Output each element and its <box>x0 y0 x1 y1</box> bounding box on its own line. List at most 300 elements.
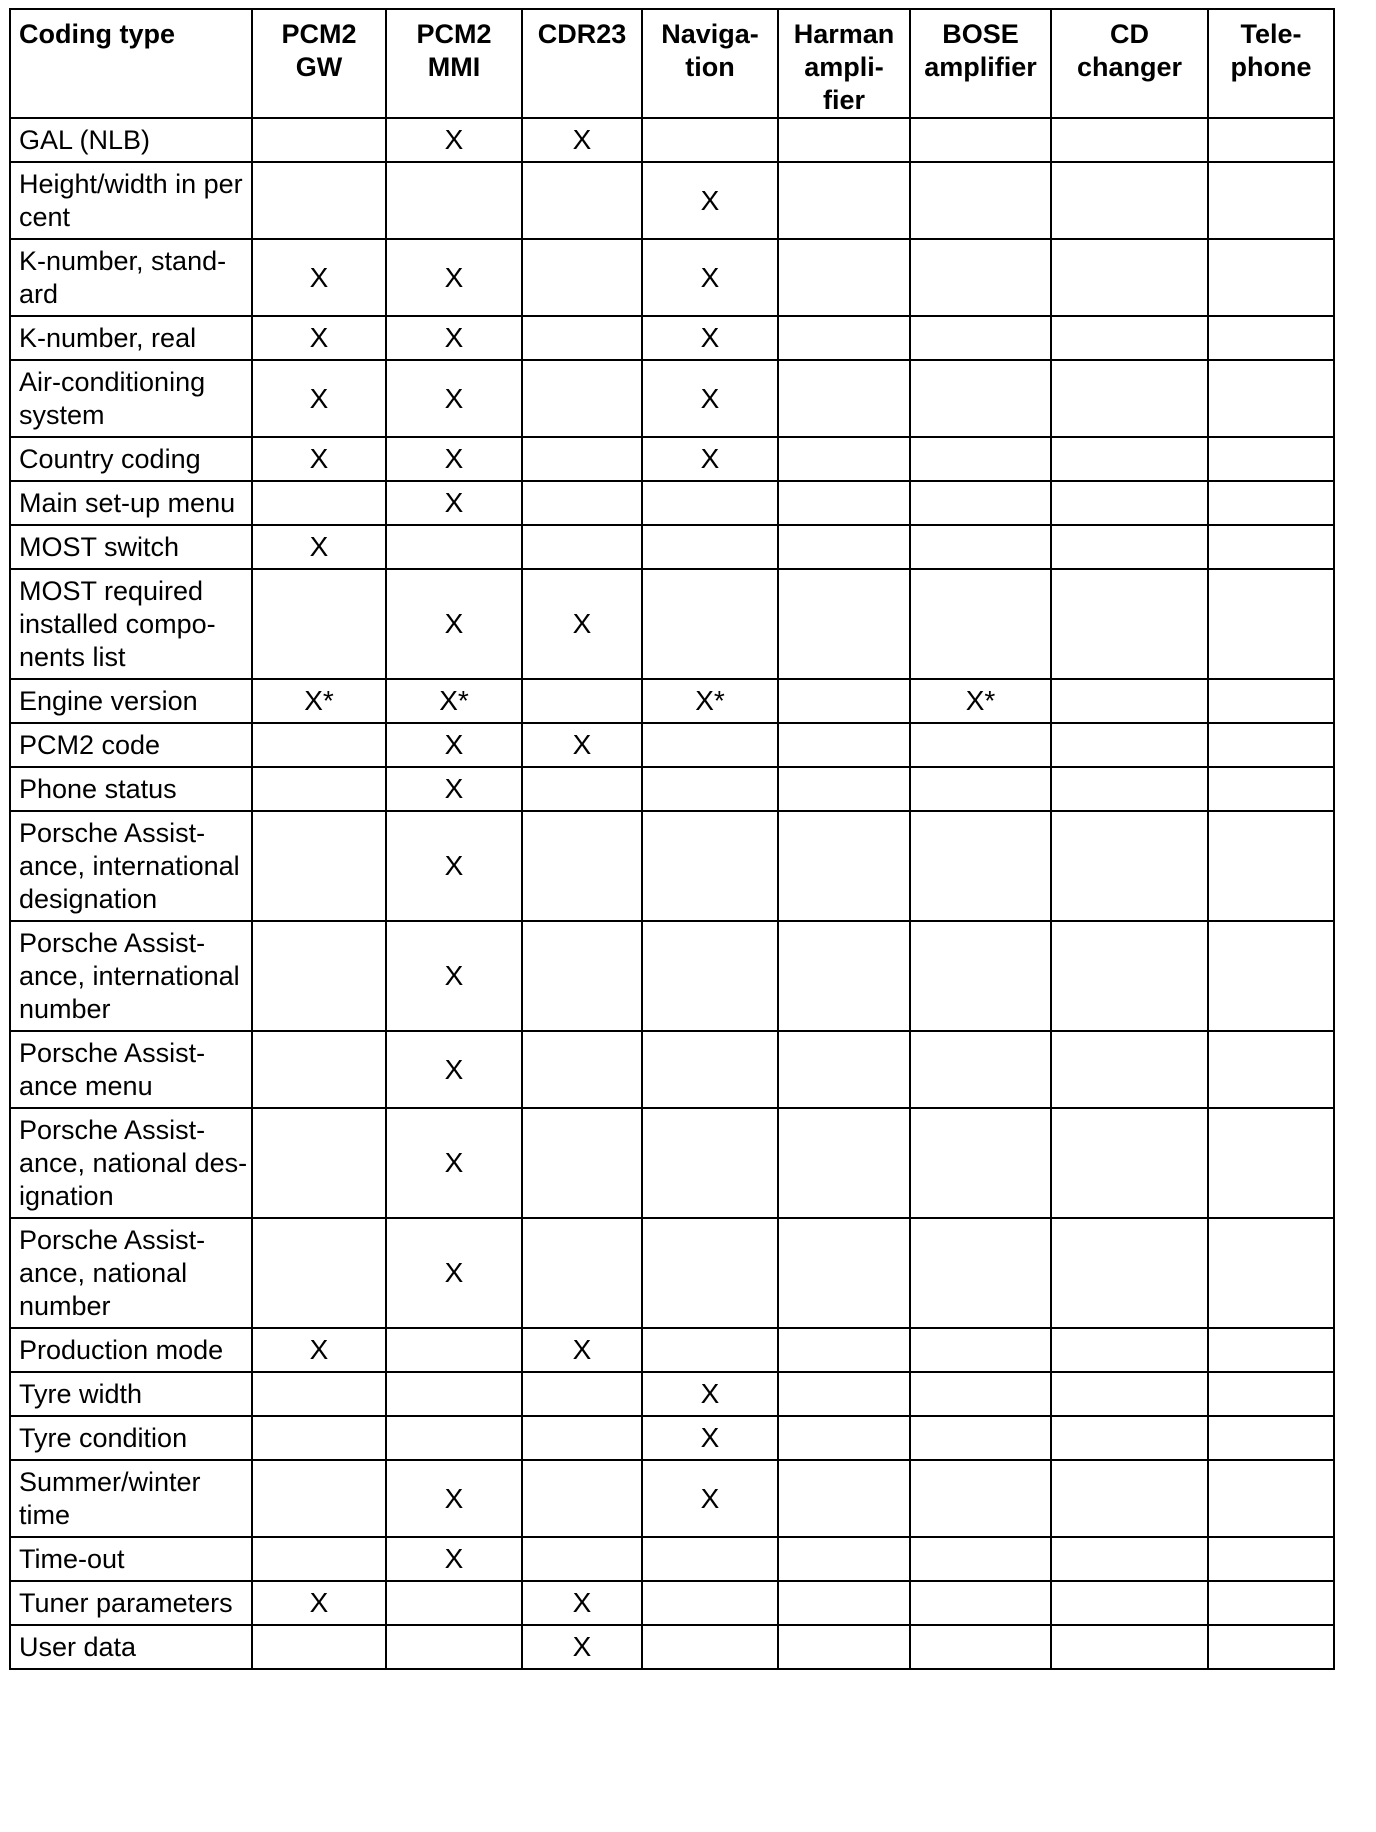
table-cell <box>252 1108 386 1218</box>
table-cell <box>778 437 910 481</box>
table-cell <box>522 1460 642 1537</box>
table-cell <box>642 679 778 723</box>
table-cell <box>1051 1625 1208 1669</box>
row-label-cell <box>10 1460 252 1537</box>
table-cell <box>252 316 386 360</box>
column-header-label: PCM2 GW <box>281 19 357 82</box>
cell-mark: X <box>444 960 464 991</box>
row-label: Time-out <box>19 1544 125 1574</box>
table-cell <box>522 921 642 1031</box>
table-cell <box>910 811 1051 921</box>
row-label: GAL (NLB) <box>19 125 151 155</box>
table-cell <box>1051 525 1208 569</box>
row-label: Porsche Assist- ance, national des- ignation <box>19 1115 248 1211</box>
table-cell <box>778 162 910 239</box>
table-cell <box>910 481 1051 525</box>
column-header-cd-changer <box>1051 9 1208 118</box>
table-row <box>10 767 1334 811</box>
table-cell <box>522 316 642 360</box>
row-label-cell <box>10 162 252 239</box>
table-cell <box>1051 723 1208 767</box>
table-row <box>10 316 1334 360</box>
table-cell <box>910 723 1051 767</box>
row-label-cell <box>10 1581 252 1625</box>
cell-mark: X <box>572 729 592 760</box>
table-cell <box>910 679 1051 723</box>
table-cell <box>910 118 1051 162</box>
table-cell <box>522 1625 642 1669</box>
table-cell <box>1051 1416 1208 1460</box>
table-cell <box>252 1328 386 1372</box>
table-cell <box>386 1625 522 1669</box>
table-row <box>10 1537 1334 1581</box>
table-cell <box>522 811 642 921</box>
cell-mark: X <box>444 124 464 155</box>
cell-mark: X <box>700 322 720 353</box>
cell-mark: X <box>444 1257 464 1288</box>
table-cell <box>522 1372 642 1416</box>
table-cell <box>252 1537 386 1581</box>
table-cell <box>252 811 386 921</box>
row-label-cell <box>10 525 252 569</box>
table-cell <box>778 767 910 811</box>
row-label-cell <box>10 1328 252 1372</box>
table-cell <box>1208 723 1334 767</box>
table-body <box>10 118 1334 1669</box>
table-cell <box>778 811 910 921</box>
table-cell <box>386 1537 522 1581</box>
table-cell <box>252 162 386 239</box>
table-row <box>10 811 1334 921</box>
table-cell <box>252 1460 386 1537</box>
table-cell <box>642 1031 778 1108</box>
table-cell <box>642 1625 778 1669</box>
table-cell <box>522 239 642 316</box>
table-cell <box>1051 1108 1208 1218</box>
row-label-cell <box>10 1108 252 1218</box>
row-label-cell <box>10 1537 252 1581</box>
cell-mark: X* <box>965 685 996 716</box>
cell-mark: X <box>444 382 464 414</box>
table-cell <box>522 1031 642 1108</box>
column-header-label: PCM2 MMI <box>416 19 492 82</box>
row-label-cell <box>10 1031 252 1108</box>
row-label: Tuner parameters <box>19 1588 233 1618</box>
row-label: User data <box>19 1632 137 1662</box>
table-cell <box>252 679 386 723</box>
table-cell <box>642 723 778 767</box>
table-cell <box>1208 921 1334 1031</box>
table-cell <box>386 162 522 239</box>
row-label: Air-conditioning system <box>19 367 206 430</box>
cell-mark: X <box>700 184 720 216</box>
cell-mark: X <box>309 531 329 562</box>
table-cell <box>386 239 522 316</box>
cell-mark: X <box>309 1334 329 1365</box>
table-cell <box>910 525 1051 569</box>
table-cell <box>1208 767 1334 811</box>
table-cell <box>642 1218 778 1328</box>
table-row <box>10 1328 1334 1372</box>
table-cell <box>252 723 386 767</box>
row-label: MOST required installed compo- nents list <box>19 576 216 672</box>
column-header-label: CDR23 <box>537 19 627 49</box>
table-cell <box>386 1108 522 1218</box>
table-cell <box>1208 1625 1334 1669</box>
table-cell <box>642 767 778 811</box>
table-row <box>10 481 1334 525</box>
table-cell <box>1051 360 1208 437</box>
table-cell <box>252 1372 386 1416</box>
table-cell <box>1208 679 1334 723</box>
table-row <box>10 239 1334 316</box>
row-label: K-number, stand- ard <box>19 246 227 309</box>
header-row <box>10 9 1334 118</box>
cell-mark: X <box>444 443 464 474</box>
table-cell <box>1208 1416 1334 1460</box>
table-cell <box>778 1108 910 1218</box>
table-cell <box>1208 1328 1334 1372</box>
table-cell <box>910 569 1051 679</box>
table-cell <box>1208 1460 1334 1537</box>
table-cell <box>1051 118 1208 162</box>
table-cell <box>522 767 642 811</box>
table-cell <box>1208 118 1334 162</box>
cell-mark: X <box>700 1378 720 1409</box>
cell-mark: X <box>444 608 464 639</box>
table-row <box>10 360 1334 437</box>
cell-mark: X <box>572 1587 592 1618</box>
row-label: Summer/winter time <box>19 1467 201 1530</box>
cell-mark: X <box>444 487 464 518</box>
cell-mark: X <box>309 443 329 474</box>
table-row <box>10 723 1334 767</box>
table-cell <box>252 767 386 811</box>
table-cell <box>642 162 778 239</box>
table-cell <box>522 525 642 569</box>
table-cell <box>252 1218 386 1328</box>
table-cell <box>252 437 386 481</box>
table-row <box>10 679 1334 723</box>
row-label: Porsche Assist- ance menu <box>19 1038 206 1101</box>
table-cell <box>522 1537 642 1581</box>
row-label-cell <box>10 569 252 679</box>
table-cell <box>1051 239 1208 316</box>
table-cell <box>252 921 386 1031</box>
table-cell <box>252 239 386 316</box>
table-cell <box>1208 1537 1334 1581</box>
row-label: Tyre width <box>19 1379 143 1409</box>
table-cell <box>642 1537 778 1581</box>
cell-mark: X <box>700 1422 720 1453</box>
table-cell <box>1051 1460 1208 1537</box>
table-cell <box>522 1218 642 1328</box>
table-row <box>10 1416 1334 1460</box>
table-cell <box>778 1581 910 1625</box>
table-cell <box>1208 1108 1334 1218</box>
table-cell <box>1208 481 1334 525</box>
table-cell <box>1051 1537 1208 1581</box>
table-cell <box>1208 811 1334 921</box>
row-label: Production mode <box>19 1335 224 1365</box>
cell-mark: X <box>572 124 592 155</box>
table-cell <box>522 437 642 481</box>
row-label: Porsche Assist- ance, international designation <box>19 818 240 914</box>
table-cell <box>386 1416 522 1460</box>
table-row <box>10 1031 1334 1108</box>
table-cell <box>386 767 522 811</box>
row-label: Height/width in per cent <box>19 169 243 232</box>
table-cell <box>1051 437 1208 481</box>
cell-mark: X <box>444 850 464 881</box>
table-cell <box>642 569 778 679</box>
column-header-pcm2-gw <box>252 9 386 118</box>
column-header-label: Harman ampli- fier <box>793 19 895 115</box>
table-cell <box>910 1108 1051 1218</box>
row-label-cell <box>10 1416 252 1460</box>
table-cell <box>1051 1218 1208 1328</box>
table-cell <box>910 316 1051 360</box>
table-cell <box>252 525 386 569</box>
table-cell <box>252 481 386 525</box>
table-cell <box>386 1218 522 1328</box>
cell-mark: X <box>700 443 720 474</box>
cell-mark: X <box>700 261 720 293</box>
column-header-navigation <box>642 9 778 118</box>
table-cell <box>642 1328 778 1372</box>
row-label-cell <box>10 1218 252 1328</box>
row-label: Engine version <box>19 686 198 716</box>
table-cell <box>778 1328 910 1372</box>
table-cell <box>1208 1218 1334 1328</box>
cell-mark: X <box>444 729 464 760</box>
table-cell <box>252 360 386 437</box>
table-cell <box>778 1031 910 1108</box>
row-label: Country coding <box>19 444 201 474</box>
table-cell <box>386 525 522 569</box>
table-cell <box>910 1031 1051 1108</box>
table-row <box>10 1460 1334 1537</box>
row-label-cell <box>10 360 252 437</box>
row-label-cell <box>10 239 252 316</box>
row-label-cell <box>10 118 252 162</box>
table-cell <box>1208 569 1334 679</box>
table-cell <box>252 1031 386 1108</box>
table-cell <box>386 1031 522 1108</box>
row-label: Main set-up menu <box>19 488 236 518</box>
table-row <box>10 437 1334 481</box>
row-label: PCM2 code <box>19 730 161 760</box>
cell-mark: X <box>572 608 592 639</box>
table-cell <box>778 118 910 162</box>
table-row <box>10 1581 1334 1625</box>
table-cell <box>1208 525 1334 569</box>
table-cell <box>252 1625 386 1669</box>
table-cell <box>252 1581 386 1625</box>
table-cell <box>910 767 1051 811</box>
table-cell <box>522 1108 642 1218</box>
table-cell <box>642 118 778 162</box>
row-label-cell <box>10 723 252 767</box>
table-row <box>10 525 1334 569</box>
table-cell <box>910 1372 1051 1416</box>
table-cell <box>910 1537 1051 1581</box>
row-label-cell <box>10 1625 252 1669</box>
row-label: Porsche Assist- ance, national number <box>19 1225 206 1321</box>
row-label: K-number, real <box>19 323 197 353</box>
cell-mark: X <box>444 322 464 353</box>
row-label: Phone status <box>19 774 177 804</box>
table-cell <box>910 1328 1051 1372</box>
row-label-cell <box>10 679 252 723</box>
table-cell <box>910 437 1051 481</box>
table-cell <box>386 723 522 767</box>
table-cell <box>778 1218 910 1328</box>
table-cell <box>522 569 642 679</box>
table-cell <box>778 723 910 767</box>
table-row <box>10 1218 1334 1328</box>
table-cell <box>910 1416 1051 1460</box>
row-label: MOST switch <box>19 532 180 562</box>
table-cell <box>778 360 910 437</box>
row-label-cell <box>10 921 252 1031</box>
table-cell <box>642 921 778 1031</box>
table-row <box>10 118 1334 162</box>
table-cell <box>1051 921 1208 1031</box>
column-header-label: Tele- phone <box>1230 19 1312 82</box>
table-cell <box>642 316 778 360</box>
table-cell <box>252 118 386 162</box>
column-header-label: Coding type <box>19 19 175 49</box>
table-cell <box>386 811 522 921</box>
table-cell <box>1051 1031 1208 1108</box>
table-row <box>10 569 1334 679</box>
table-cell <box>642 1372 778 1416</box>
table-cell <box>642 525 778 569</box>
table-cell <box>522 1581 642 1625</box>
cell-mark: X <box>700 1482 720 1514</box>
cell-mark: X <box>572 1334 592 1365</box>
row-label-cell <box>10 1372 252 1416</box>
table-cell <box>522 1328 642 1372</box>
table-cell <box>386 679 522 723</box>
cell-mark: X* <box>439 685 469 716</box>
table-row <box>10 1372 1334 1416</box>
table-cell <box>386 569 522 679</box>
table-cell <box>522 723 642 767</box>
table-cell <box>778 525 910 569</box>
row-label: Tyre condition <box>19 1423 188 1453</box>
table-cell <box>910 162 1051 239</box>
table-cell <box>1051 1581 1208 1625</box>
table-cell <box>1208 1581 1334 1625</box>
table-cell <box>642 1416 778 1460</box>
table-cell <box>910 1218 1051 1328</box>
cell-mark: X <box>309 1587 329 1618</box>
table-cell <box>642 1108 778 1218</box>
cell-mark: X <box>700 382 720 414</box>
row-label-cell <box>10 437 252 481</box>
table-cell <box>778 316 910 360</box>
column-header-harman-amplifier <box>778 9 910 118</box>
table-row <box>10 1108 1334 1218</box>
table-cell <box>386 437 522 481</box>
cell-mark: X <box>444 1147 464 1178</box>
table-cell <box>522 360 642 437</box>
table-cell <box>910 1581 1051 1625</box>
row-label-cell <box>10 316 252 360</box>
table-cell <box>522 481 642 525</box>
table-cell <box>778 1460 910 1537</box>
cell-mark: X <box>444 1543 464 1574</box>
table-cell <box>778 1625 910 1669</box>
column-header-telephone <box>1208 9 1334 118</box>
table-cell <box>778 921 910 1031</box>
cell-mark: X <box>444 261 464 293</box>
table-cell <box>386 1581 522 1625</box>
table-cell <box>1208 1031 1334 1108</box>
table-cell <box>910 1460 1051 1537</box>
table-cell <box>1208 162 1334 239</box>
table-cell <box>778 239 910 316</box>
table-cell <box>778 1372 910 1416</box>
table-cell <box>642 1460 778 1537</box>
column-header-label: CD changer <box>1076 19 1183 82</box>
table-cell <box>386 1460 522 1537</box>
cell-mark: X <box>572 1631 592 1662</box>
column-header-cdr23 <box>522 9 642 118</box>
row-label: Porsche Assist- ance, international number <box>19 928 240 1024</box>
column-header-label: Naviga- tion <box>661 19 759 82</box>
table-cell <box>910 239 1051 316</box>
table-cell <box>252 1416 386 1460</box>
table-cell <box>1051 316 1208 360</box>
cell-mark: X <box>444 1482 464 1514</box>
table-cell <box>642 239 778 316</box>
table-cell <box>910 360 1051 437</box>
table-row <box>10 1625 1334 1669</box>
table-row <box>10 162 1334 239</box>
column-header-label: BOSE amplifier <box>924 19 1037 82</box>
table-cell <box>642 481 778 525</box>
table-cell <box>386 481 522 525</box>
cell-mark: X <box>444 1053 464 1085</box>
table-cell <box>1051 811 1208 921</box>
cell-mark: X* <box>304 685 334 716</box>
cell-mark: X <box>309 322 329 353</box>
table-cell <box>778 481 910 525</box>
table-cell <box>386 1328 522 1372</box>
table-cell <box>252 569 386 679</box>
table-cell <box>910 921 1051 1031</box>
cell-mark: X <box>444 773 464 804</box>
table-cell <box>522 1416 642 1460</box>
table-cell <box>522 118 642 162</box>
table-cell <box>386 1372 522 1416</box>
column-header-bose-amplifier <box>910 9 1051 118</box>
table-cell <box>778 679 910 723</box>
table-cell <box>778 1416 910 1460</box>
table-cell <box>778 1537 910 1581</box>
table-cell <box>522 162 642 239</box>
row-label-cell <box>10 811 252 921</box>
column-header-pcm2-mmi <box>386 9 522 118</box>
table-cell <box>1051 767 1208 811</box>
table-cell <box>642 360 778 437</box>
table-cell <box>386 360 522 437</box>
coding-type-table <box>9 8 1335 1670</box>
table-cell <box>642 437 778 481</box>
